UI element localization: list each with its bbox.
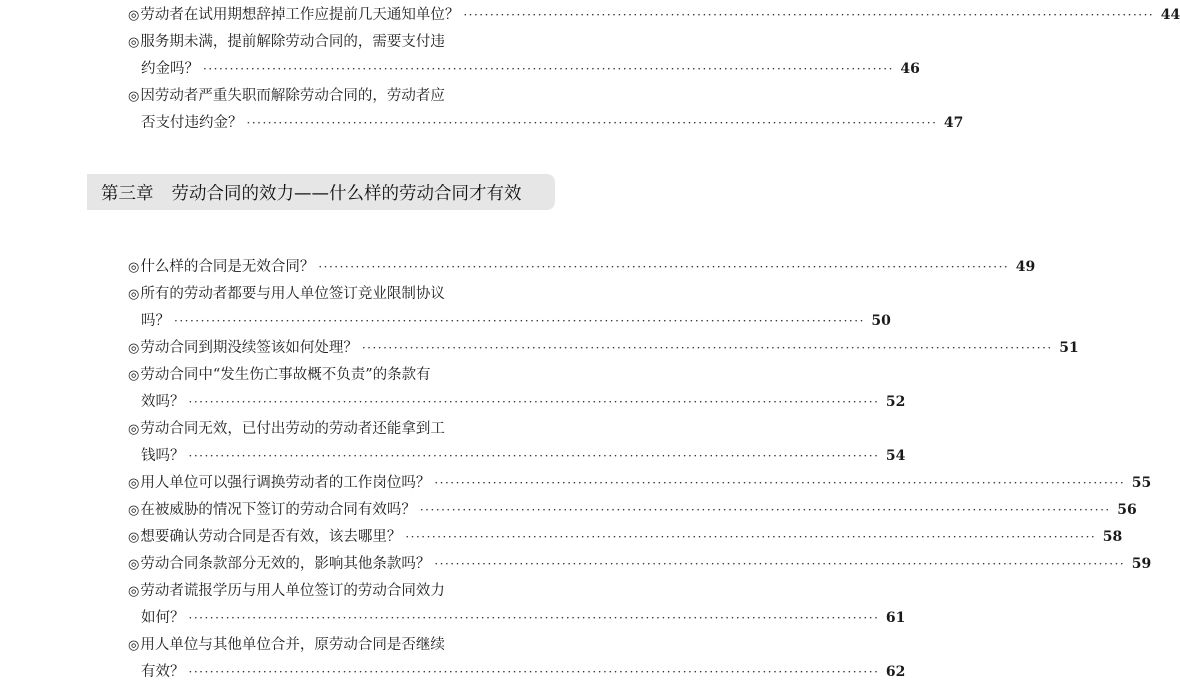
dot-leader xyxy=(434,551,1125,578)
toc-entry-line xyxy=(128,605,906,632)
toc-entry-title: 所有的劳动者都要与用人单位签订竞业限制协议 xyxy=(140,286,445,302)
toc-entry-line xyxy=(128,578,520,605)
toc-entry[interactable] xyxy=(128,470,1152,497)
dot-leader xyxy=(189,659,880,686)
bullet-icon: ◎ xyxy=(128,422,140,437)
toc-entry-title: 劳动合同条款部分无效的，影响其他条款吗？ xyxy=(140,556,431,572)
toc-entry[interactable] xyxy=(128,524,1123,551)
bullet-icon: ◎ xyxy=(128,287,140,302)
dot-leader xyxy=(420,497,1111,524)
dot-leader xyxy=(203,56,894,83)
page-number: 46 xyxy=(900,61,920,77)
toc-entry[interactable] xyxy=(128,551,1152,578)
dot-leader xyxy=(189,443,880,470)
toc-entry-line xyxy=(128,308,891,335)
toc-entry-line xyxy=(128,335,1079,362)
page-number: 51 xyxy=(1059,340,1079,356)
bullet-icon: ◎ xyxy=(128,35,140,50)
toc-entry-line xyxy=(128,416,520,443)
toc-entry-line xyxy=(128,281,520,308)
toc-entry-line xyxy=(128,110,964,137)
toc-entry-title: 劳动合同到期没续签该如何处理？ xyxy=(140,340,358,356)
chapter-number: 第三章 xyxy=(101,183,154,204)
dot-leader xyxy=(318,254,1009,281)
toc-entry-line xyxy=(128,470,1152,497)
toc-entry[interactable] xyxy=(128,281,891,335)
toc-entry-line xyxy=(128,551,1152,578)
toc-entry-title: 钱吗？ xyxy=(141,448,185,464)
toc-entry-title: 因劳动者严重失职而解除劳动合同的，劳动者应 xyxy=(140,88,445,104)
toc-entry-title: 想要确认劳动合同是否有效，该去哪里？ xyxy=(140,529,402,545)
dot-leader xyxy=(362,335,1053,362)
toc-entry-line xyxy=(128,524,1123,551)
bullet-icon: ◎ xyxy=(128,638,140,653)
toc-entry[interactable] xyxy=(128,416,906,470)
toc-entry-line xyxy=(128,497,1137,524)
page-number: 49 xyxy=(1015,259,1036,275)
bullet-icon: ◎ xyxy=(128,8,140,23)
toc-entry[interactable] xyxy=(128,632,906,686)
toc-entry-title: 劳动者谎报学历与用人单位签订的劳动合同效力 xyxy=(140,583,445,599)
dot-leader xyxy=(174,308,865,335)
toc-entry-title: 有效？ xyxy=(141,664,185,680)
page-number: 62 xyxy=(885,664,906,680)
page-number: 55 xyxy=(1131,475,1152,491)
dot-leader xyxy=(434,470,1125,497)
toc-entry-title: 否支付违约金？ xyxy=(141,115,243,131)
toc-entry-line xyxy=(128,29,520,56)
toc-entry-line xyxy=(128,83,520,110)
page-number: 59 xyxy=(1131,556,1152,572)
toc-entry-title: 吗？ xyxy=(141,313,170,329)
dot-leader xyxy=(189,605,880,632)
toc-entry-title: 劳动合同中“发生伤亡事故概不负责”的条款有 xyxy=(140,367,431,383)
toc-entry-line xyxy=(128,659,906,686)
dot-leader xyxy=(463,2,1154,29)
toc-entry-title: 什么样的合同是无效合同？ xyxy=(140,259,315,275)
toc-entry-line xyxy=(128,362,520,389)
toc-entry-line xyxy=(128,254,1036,281)
toc-entry-title: 服务期未满，提前解除劳动合同的，需要支付违 xyxy=(140,34,445,50)
bullet-icon: ◎ xyxy=(128,368,140,383)
chapter-title: 劳动合同的效力——什么样的劳动合同才有效 xyxy=(171,183,522,204)
toc-entry[interactable] xyxy=(128,497,1137,524)
toc-entry[interactable] xyxy=(128,335,1079,362)
page-number: 56 xyxy=(1117,502,1137,518)
toc-entry-title: 在被威胁的情况下签订的劳动合同有效吗？ xyxy=(140,502,416,518)
chapter-heading-banner xyxy=(87,174,555,210)
toc-entry-title: 劳动者在试用期想辞掉工作应提前几天通知单位？ xyxy=(140,7,460,23)
page-number: 61 xyxy=(885,610,906,626)
toc-entry[interactable] xyxy=(128,254,1036,281)
toc-entry-title: 约金吗？ xyxy=(141,61,199,77)
toc-entry-line xyxy=(128,632,520,659)
toc-entry-title: 劳动合同无效，已付出劳动的劳动者还能拿到工 xyxy=(140,421,445,437)
bullet-icon: ◎ xyxy=(128,260,140,275)
toc-entry-line xyxy=(128,2,1180,29)
toc-section-chapter-three xyxy=(128,254,1152,686)
toc-entry-title: 效吗？ xyxy=(141,394,185,410)
bullet-icon: ◎ xyxy=(128,503,140,518)
bullet-icon: ◎ xyxy=(128,584,140,599)
dot-leader xyxy=(189,389,880,416)
page-number: 44 xyxy=(1160,7,1180,23)
toc-entry[interactable] xyxy=(128,2,1180,29)
toc-entry-title: 用人单位与其他单位合并，原劳动合同是否继续 xyxy=(140,637,445,653)
toc-entry-title: 如何？ xyxy=(141,610,185,626)
toc-section-previous-chapter xyxy=(128,2,1180,137)
bullet-icon: ◎ xyxy=(128,530,140,545)
bullet-icon: ◎ xyxy=(128,341,140,356)
toc-entry[interactable] xyxy=(128,29,920,83)
page-number: 47 xyxy=(943,115,964,131)
toc-entry-line xyxy=(128,443,906,470)
page-number: 58 xyxy=(1102,529,1123,545)
toc-entry[interactable] xyxy=(128,362,906,416)
toc-entry[interactable] xyxy=(128,83,964,137)
dot-leader xyxy=(405,524,1096,551)
page-number: 54 xyxy=(885,448,906,464)
bullet-icon: ◎ xyxy=(128,89,140,104)
toc-entry[interactable] xyxy=(128,578,906,632)
toc-entry-title: 用人单位可以强行调换劳动者的工作岗位吗？ xyxy=(140,475,431,491)
page-number: 52 xyxy=(885,394,906,410)
dot-leader xyxy=(247,110,938,137)
toc-entry-line xyxy=(128,56,920,83)
toc-entry-line xyxy=(128,389,906,416)
bullet-icon: ◎ xyxy=(128,557,140,572)
bullet-icon: ◎ xyxy=(128,476,140,491)
page-number: 50 xyxy=(871,313,891,329)
